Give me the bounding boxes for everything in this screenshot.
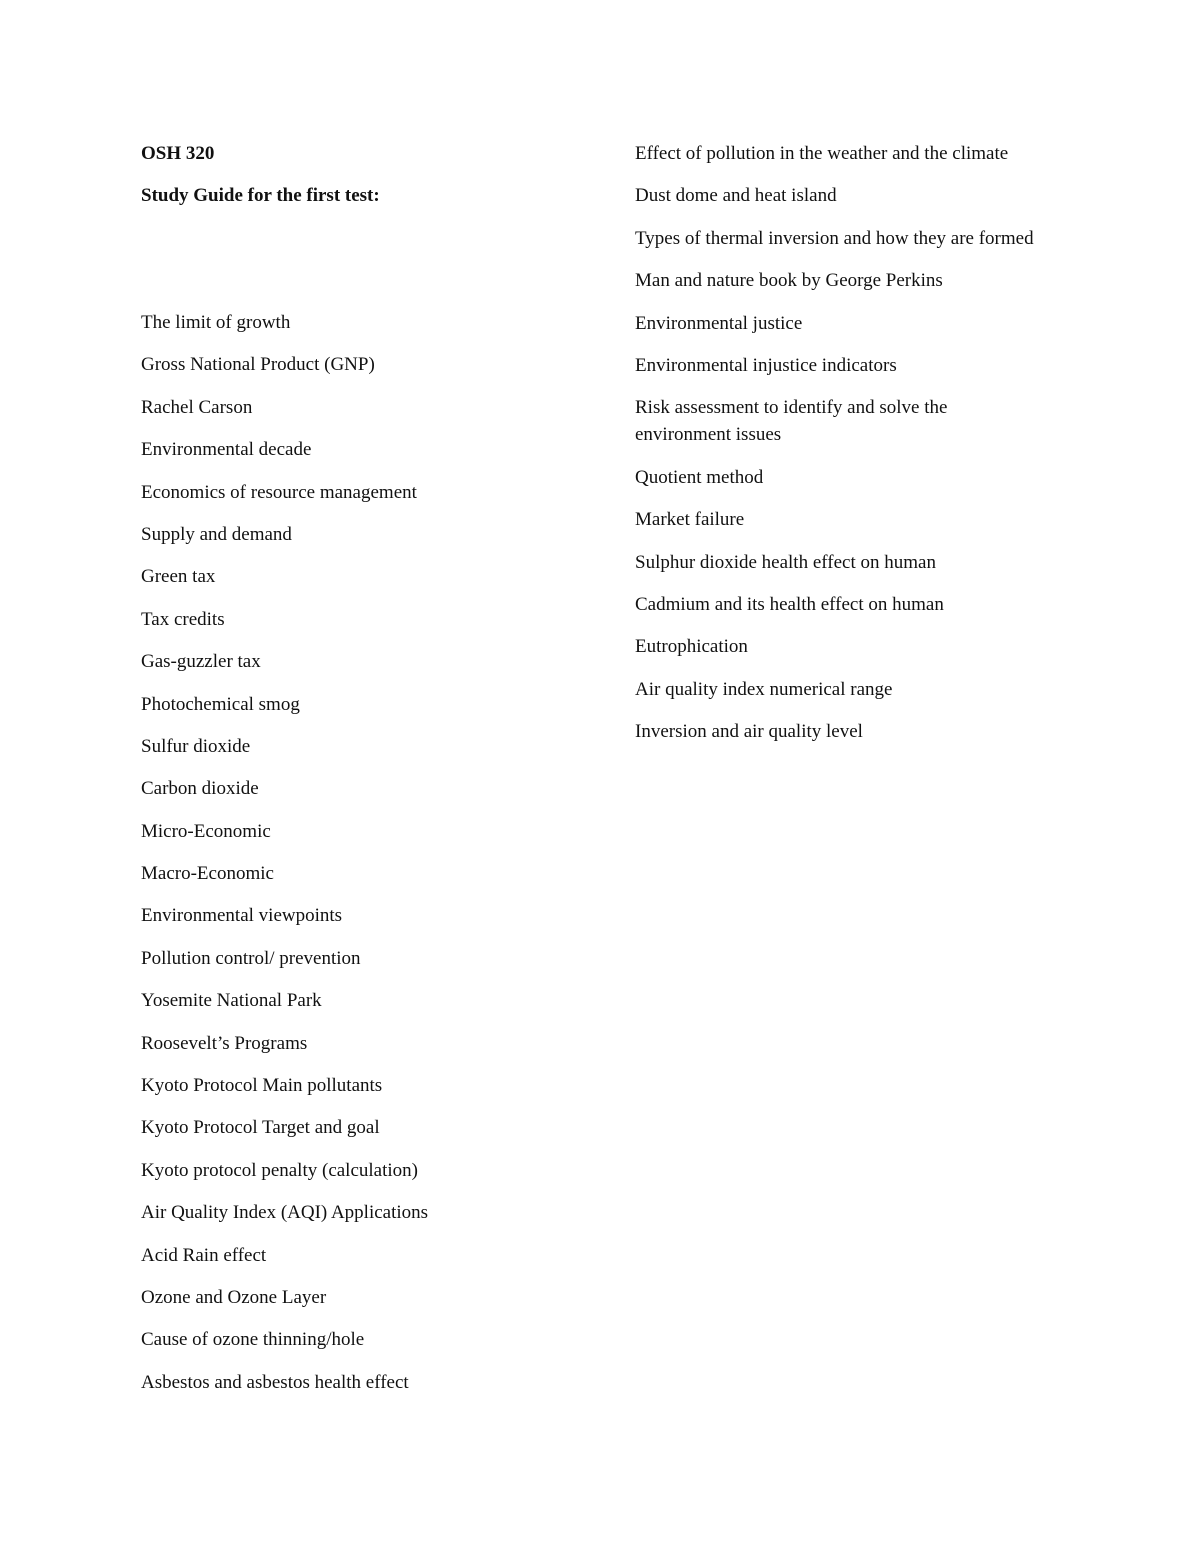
topic-item: Macro-Economic [141,863,274,885]
topic-item: Environmental injustice indicators [635,354,897,376]
topic-item: The limit of growth [141,312,291,333]
spacer [141,224,581,309]
topic-item: Carbon dioxide [141,778,259,800]
topic-item: Asbestos and asbestos health effect [141,1371,409,1393]
topic-item: Effect of pollution in the weather and the climate [635,143,1009,164]
topic-item: Air Quality Index (AQI) Applications [141,1202,429,1224]
topic-item: Pollution control/ prevention [141,947,361,969]
topic-item: Inversion and air quality level [635,721,863,743]
left-column [141,140,581,1411]
topic-item: Sulfur dioxide [141,735,251,757]
topic-item: Environmental viewpoints [141,905,343,927]
topic-item: Cause of ozone thinning/hole [141,1329,365,1351]
topic-item: Acid Rain effect [141,1244,267,1266]
topic-item: Rachel Carson [141,396,253,418]
topic-item: Types of thermal inversion and how they are formed [635,227,1034,249]
topic-item: Gas-guzzler tax [141,651,261,673]
topic-item: Kyoto Protocol Target and goal [141,1117,380,1139]
left-topic-list [141,309,581,1396]
topic-item: Photochemical smog [141,693,300,715]
topic-item: Air quality index numerical range [635,678,893,700]
topic-item: Dust dome and heat island [635,185,837,207]
topic-item: Kyoto protocol penalty (calculation) [141,1159,418,1181]
topic-item: Sulphur dioxide health effect on human [635,551,936,573]
topic-item: Man and nature book by George Perkins [635,270,943,292]
topic-item: Quotient method [635,466,764,488]
topic-item: Micro-Economic [141,820,271,842]
right-topic-list [635,140,1035,745]
topic-item: Ozone and Ozone Layer [141,1286,327,1308]
topic-item: Gross National Product (GNP) [141,354,375,376]
topic-item: Cadmium and its health effect on human [635,593,944,615]
topic-item: Risk assessment to identify and solve the environment issues [635,397,948,446]
topic-item: Roosevelt’s Programs [141,1032,308,1054]
topic-item: Kyoto Protocol Main pollutants [141,1075,383,1097]
topic-item: Eutrophication [635,636,748,658]
topic-item: Yosemite National Park [141,990,322,1012]
topic-item: Market failure [635,509,745,531]
topic-item: Environmental decade [141,439,312,461]
topic-item: Tax credits [141,608,225,630]
topic-item: Economics of resource management [141,481,417,503]
topic-item: Supply and demand [141,523,292,545]
topic-item: Green tax [141,566,216,588]
right-column [635,140,1035,760]
course-title: OSH 320 [141,143,215,164]
study-guide-subtitle: Study Guide for the first test: [141,185,380,206]
topic-item: Environmental justice [635,312,803,334]
